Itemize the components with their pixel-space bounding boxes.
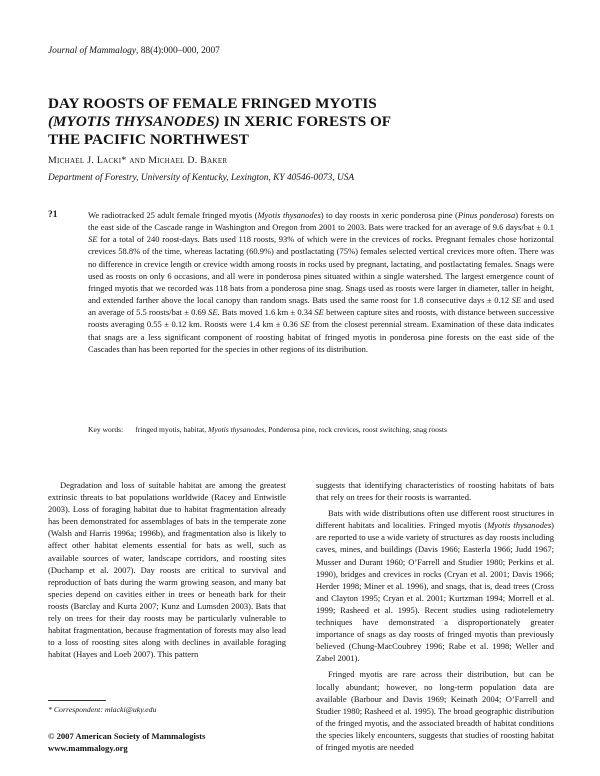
title-species-name: (MYOTIS THYSANODES)	[48, 113, 220, 130]
body-paragraph: suggests that identifying characteristics of roosting habitats of bats that rely on trees for their roosts is warranted.	[316, 480, 554, 503]
journal-citation	[48, 46, 220, 56]
abstract: We radiotracked 25 adult female fringed myotis (Myotis thysanodes) to day roosts in xeric ponderosa pine (Pinus ponderosa) forests on the east side of the Cascade range in Washington and Oregon from 2001 to 2003. Bats were tracked for an average of 9.6 days/bat ± 0.1 SE for a total of 240 roost-days. Bats used 118 roosts, 93% of which were in the crevices of rocks. Pregnant females chose horizontal crevices 58.8% of the time, whereas lactating (60.9%) and postlactating (75%) females selected vertical crevices more often. There was no difference in crevice length or crevice width among roosts in rocks used by pregnant, lactating, and postlactating females. Snags were used as roosts on only 6 occasions, and all were in ponderosa pines situated within a single watershed. The largest emergence count of fringed myotis that we recorded was 118 bats from a ponderosa pine snag. Snags used as roosts were larger in diameter, taller in height, and extended farther above the local canopy than random snags. Bats used the same roost for 1.8 consecutive days ± 0.12 SE and used an average of 5.5 roosts/bat ± 0.69 SE. Bats moved 1.6 km ± 0.34 SE between capture sites and roosts, with distance between successive roosts averaging 0.55 ± 0.12 km. Roosts were 1.4 km ± 0.36 SE from the closest perennial stream. Examination of these data indicates that snags are a less significant component of roosting habitat of fringed myotis in ponderosa pine forests on the east side of the Cascades than has been reported for the species in other regions of its distribution.	[88, 210, 554, 354]
journal-website: www.mammalogy.org	[48, 742, 128, 753]
journal-name: Journal of Mammalogy	[48, 46, 137, 56]
keywords: Key words: fringed myotis, habitat, Myotis thysanodes, Ponderosa pine, rock crevices, roost switching, snag roosts	[88, 425, 447, 434]
body-paragraph: Fringed myotis are rare across their distribution, but can be locally abundant; however, no long-term population data are available (Barbour and Davis 1969; Keinath 2004; O’Farrell and Studier 1980; Rasheed et al. 1995). The broad geographic distribution of the fringed myotis, and the associated breadth of habitat conditions the species likely encounters, suggests that studies of roosting habitat of fringed myotis are needed	[316, 669, 554, 752]
title-line-2-rest: IN XERIC FORESTS OF	[219, 113, 392, 130]
body-paragraph: Bats with wide distributions often use different roost structures in different habitats and localities. Fringed myotis (Myotis thysanodes) are reported to use a wide variety of structures as day roosts including caves, mines, and buildings (Davis 1966; Easterla 1966; Judd 1967; Musser and Durant 1960; O’Farrell and Studier 1980; Perkins et al. 1990), bridges and crevices in rocks (Cryan et al. 2001; Davis 1966; Herder 1998; Miner et al. 1996), and snags, that is, dead trees (Cross and Clayton 1995; Cryan et al. 2001; Kurtzman 1994; Morrell et al. 1999; Rasheed et al. 1995). Recent studies using radiotelemetry techniques have demonstrated a disproportionately greater importance of snags as day roosts of fringed myotis than previously believed (Chung-MacCoubrey 1996; Rabe et al. 1998; Weller and Zabel 2001).	[316, 508, 554, 664]
title-line-3: THE PACIFIC NORTHWEST	[48, 131, 249, 148]
body-column-right	[316, 479, 554, 757]
body-paragraph: Degradation and loss of suitable habitat are among the greatest extrinsic threats to bat populations worldwide (Racey and Entwistle 2003). Loss of foraging habitat due to habitat fragmentation already has been demonstrated for assemblages of bats in the temperate zone (Walsh and Harris 1996a; 1996b), and fragmentation also is likely to affect other habitat elements essential for bats as well, such as available sources of water, landscape corridors, and roosting sites (Duchamp et al. 2007). Day roosts are critical to survival and reproduction of bats during the warm growing season, and many bat species depend on cavities either in trees or beneath bark for their roosts (Barclay and Kurta 2007; Kunz and Lumsden 2003). Bats that rely on trees for their day roosts may be particularly vulnerable to habitat fragmentation, because fragmentation of forests may also lead to a loss of roosting sites along with declines in available foraging habitat (Hayes and Loeb 2007). This pattern	[48, 480, 286, 660]
copyright-block	[48, 731, 206, 754]
copyright-line: © 2007 American Society of Mammalogists	[48, 731, 206, 741]
body-column-left	[48, 479, 286, 664]
footnote-divider	[48, 700, 106, 701]
article-title	[48, 95, 518, 149]
title-line-2	[48, 113, 518, 131]
title-line-1: DAY ROOSTS OF FEMALE FRINGED MYOTIS	[48, 95, 377, 112]
author-affiliation: Department of Forestry, University of Kentucky, Lexington, KY 40546-0073, USA	[48, 173, 355, 183]
query-marker: ?1	[48, 210, 58, 220]
journal-volume: , 88(4):000–000, 2007	[136, 46, 220, 56]
author-list: Michael J. Lacki* and Michael D. Baker	[48, 155, 228, 166]
keywords-label: Key words:	[88, 425, 124, 434]
correspondent-footnote: * Correspondent: mlacki@uky.edu	[48, 705, 157, 714]
